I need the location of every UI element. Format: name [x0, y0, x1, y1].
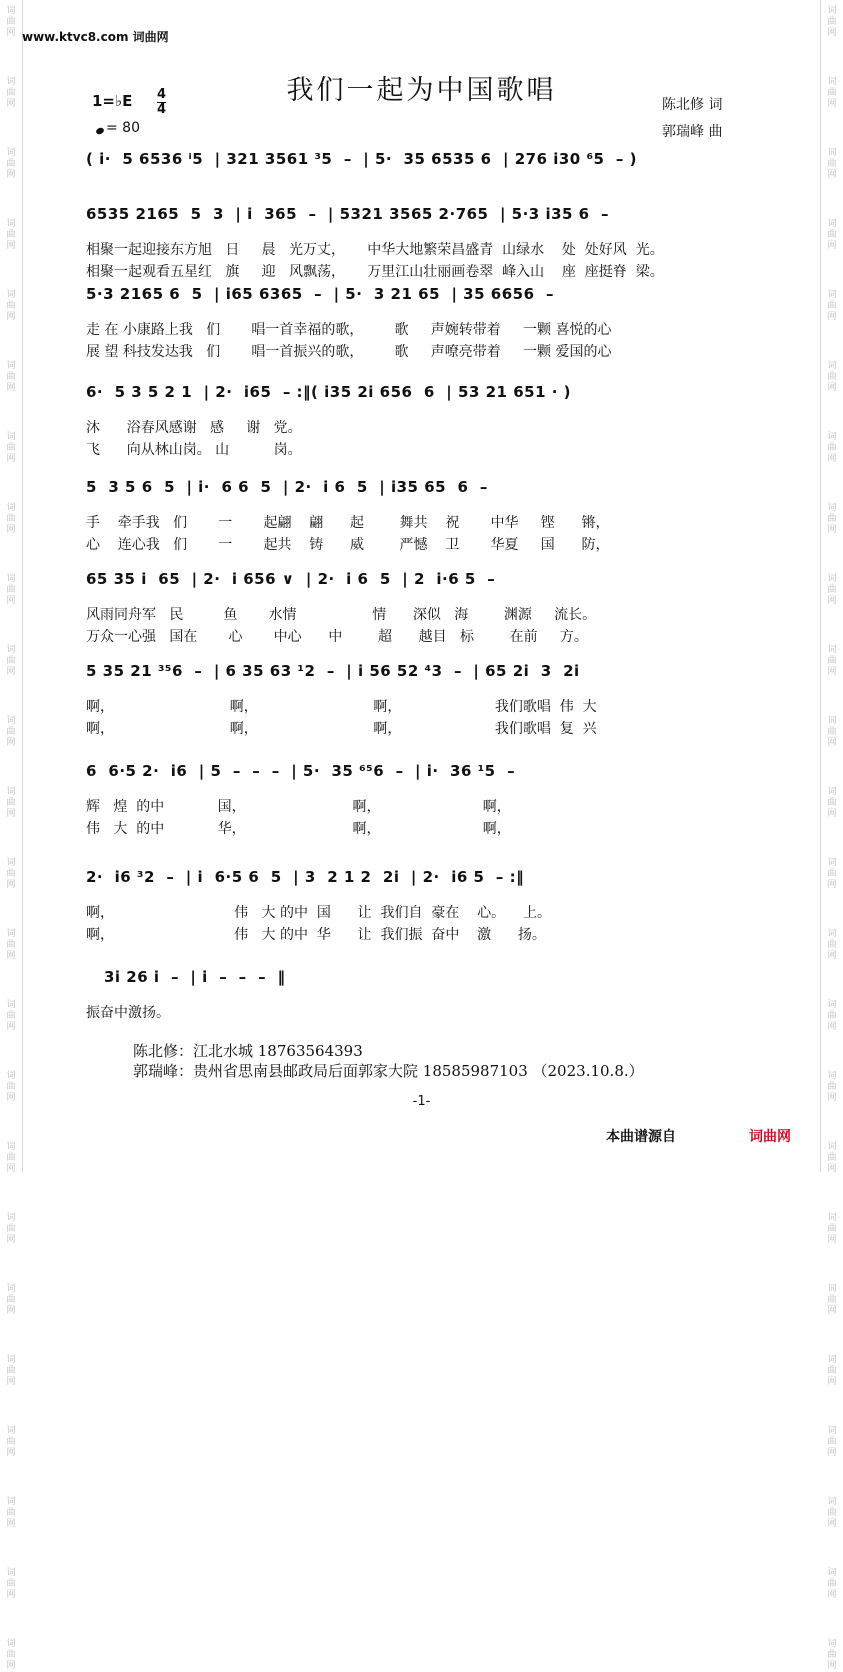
notation-line: 6· 5 3 5 2 1 | 2· i65 – :‖( i35 2i 656 6 | 53 21 651 · ) [86, 383, 572, 401]
notation-line: 5·3 2165 6 5 | i65 6365 – | 5· 3 21 65 | 35 6656 – [86, 285, 554, 303]
lyric-line-verse1: 手 牵手我 们 一 起翩 翩 起 舞共 祝 中华 铿 锵， [86, 515, 610, 531]
lyric-line-verse1: 振奋中激扬。 [86, 1005, 170, 1021]
watermark-char: 词 [827, 1639, 837, 1649]
watermark-char: 词 [827, 432, 837, 442]
lyric-line-verse1: 沐 浴春风感谢 感 谢 党。 [86, 420, 302, 436]
watermark-char: 词 [6, 1142, 16, 1152]
lyric-line-verse1: 啊， 啊， 啊， 我们歌唱 伟 大 [86, 699, 597, 715]
watermark-char: 曲 [827, 1082, 837, 1092]
watermark-char: 词 [6, 1071, 16, 1081]
watermark-group [6, 1142, 15, 1175]
watermark-char: 曲 [6, 656, 16, 666]
watermark-group [827, 1355, 836, 1388]
watermark-char: 曲 [827, 656, 837, 666]
watermark-group [827, 1639, 836, 1672]
watermark-char: 曲 [827, 1366, 837, 1376]
watermark-char: 词 [6, 574, 16, 584]
watermark-char: 曲 [827, 1650, 837, 1660]
watermark-char: 网 [827, 1306, 837, 1316]
watermark-char: 网 [6, 1164, 16, 1174]
watermark-char: 网 [827, 596, 837, 606]
watermark-char: 曲 [827, 1508, 837, 1518]
time-sig-top: 4 [157, 87, 167, 102]
watermark-char: 词 [827, 503, 837, 513]
watermark-group [6, 1568, 15, 1601]
watermark-char: 词 [6, 1639, 16, 1649]
watermark-char: 网 [6, 1377, 16, 1387]
right-watermark-strip [821, 0, 843, 1671]
song-title: 我们一起为中国歌唱 [286, 75, 557, 106]
quarter-note-icon [95, 127, 105, 136]
watermark-char: 词 [6, 77, 16, 87]
watermark-char: 曲 [6, 17, 16, 27]
watermark-char: 词 [827, 1497, 837, 1507]
watermark-group [827, 1142, 836, 1175]
watermark-char: 曲 [6, 301, 16, 311]
left-margin-line [22, 0, 23, 1172]
lyric-line-verse1: 啊， 伟 大 的中 国 让 我们自 豪在 心。 上。 [86, 905, 551, 921]
watermark-char: 曲 [6, 1295, 16, 1305]
watermark-char: 网 [827, 241, 837, 251]
watermark-char: 网 [827, 880, 837, 890]
watermark-char: 词 [827, 929, 837, 939]
notation-line: 65 35 i 65 | 2· i 656 ∨ | 2· i 6 5 | 2 i·6 5 – [86, 570, 496, 588]
watermark-char: 曲 [827, 443, 837, 453]
watermark-char: 曲 [6, 443, 16, 453]
watermark-char: 曲 [6, 1153, 16, 1163]
source-site-link[interactable]: 词曲网 [749, 1129, 791, 1145]
page-number: -1- [412, 1094, 431, 1109]
watermark-group [6, 929, 15, 962]
watermark-char: 网 [827, 1661, 837, 1671]
composer-credit: 郭瑞峰 曲 [662, 124, 723, 140]
watermark-char: 网 [6, 383, 16, 393]
watermark-group [6, 1355, 15, 1388]
watermark-char: 曲 [827, 1153, 837, 1163]
watermark-group [827, 503, 836, 536]
watermark-char: 词 [827, 1355, 837, 1365]
watermark-group [827, 1284, 836, 1317]
watermark-char: 曲 [6, 1650, 16, 1660]
watermark-group [827, 219, 836, 252]
watermark-char: 曲 [827, 17, 837, 27]
watermark-char: 词 [827, 6, 837, 16]
watermark-char: 曲 [827, 1224, 837, 1234]
watermark-char: 词 [6, 716, 16, 726]
tempo-value: = 80 [106, 120, 140, 136]
watermark-group [6, 1497, 15, 1530]
watermark-char: 词 [6, 6, 16, 16]
notation-line: 3i 26 i – | i – – – ‖ [104, 968, 286, 986]
watermark-char: 网 [827, 525, 837, 535]
lyric-line-verse2: 万众一心强 国在 心 中心 中 超 越目 标 在前 方。 [86, 629, 588, 645]
watermark-char: 网 [827, 1164, 837, 1174]
watermark-char: 曲 [827, 301, 837, 311]
lyric-line-verse2: 飞 向从林山岗。 山 岗。 [86, 442, 302, 458]
watermark-group [6, 1639, 15, 1672]
watermark-char: 词 [827, 1142, 837, 1152]
watermark-group [827, 787, 836, 820]
watermark-char: 网 [827, 312, 837, 322]
watermark-char: 词 [827, 1568, 837, 1578]
lyric-line-verse2: 相聚一起观看五星红 旗 迎 风飘荡， 万里江山壮丽画卷翠 峰入山 座 座挺脊 梁。 [86, 264, 664, 280]
watermark-char: 词 [827, 1000, 837, 1010]
watermark-char: 词 [827, 290, 837, 300]
watermark-char: 词 [6, 787, 16, 797]
watermark-char: 词 [6, 1355, 16, 1365]
watermark-char: 词 [827, 1071, 837, 1081]
watermark-char: 网 [6, 99, 16, 109]
watermark-char: 曲 [6, 1011, 16, 1021]
watermark-char: 网 [6, 809, 16, 819]
watermark-char: 曲 [827, 585, 837, 595]
watermark-char: 网 [827, 951, 837, 961]
watermark-char: 曲 [6, 1437, 16, 1447]
watermark-char: 网 [6, 241, 16, 251]
watermark-group [6, 432, 15, 465]
watermark-char: 词 [6, 503, 16, 513]
watermark-char: 网 [6, 1306, 16, 1316]
tempo-marking [96, 120, 140, 136]
watermark-char: 词 [6, 219, 16, 229]
watermark-char: 曲 [6, 1579, 16, 1589]
watermark-char: 网 [827, 738, 837, 748]
watermark-char: 曲 [6, 514, 16, 524]
watermark-char: 网 [6, 170, 16, 180]
watermark-group [6, 1426, 15, 1459]
watermark-char: 网 [6, 596, 16, 606]
watermark-char: 网 [6, 1022, 16, 1032]
lyric-line-verse1: 辉 煌 的中 国， 啊， 啊， [86, 799, 511, 815]
watermark-group [827, 148, 836, 181]
watermark-char: 曲 [6, 727, 16, 737]
watermark-char: 曲 [827, 727, 837, 737]
watermark-char: 曲 [827, 1437, 837, 1447]
watermark-group [6, 290, 15, 323]
notation-line: ( i· 5 6536 ⁱ5 | 321 3561 ³5 – | 5· 35 6535 6 | 276 i30 ⁶5 – ) [86, 150, 637, 168]
watermark-char: 曲 [6, 869, 16, 879]
watermark-char: 网 [827, 809, 837, 819]
watermark-char: 网 [827, 1235, 837, 1245]
watermark-char: 网 [827, 1022, 837, 1032]
watermark-group [6, 6, 15, 39]
watermark-group [6, 858, 15, 891]
watermark-char: 网 [827, 454, 837, 464]
watermark-char: 词 [827, 645, 837, 655]
watermark-char: 曲 [6, 798, 16, 808]
watermark-char: 网 [6, 1093, 16, 1103]
watermark-group [6, 1213, 15, 1246]
watermark-group [6, 1284, 15, 1317]
lyric-line-verse2: 啊， 伟 大 的中 华 让 我们振 奋中 激 扬。 [86, 927, 546, 943]
watermark-char: 词 [827, 148, 837, 158]
watermark-char: 网 [6, 312, 16, 322]
watermark-group [827, 1426, 836, 1459]
watermark-char: 词 [6, 929, 16, 939]
watermark-group [6, 361, 15, 394]
watermark-char: 网 [6, 1590, 16, 1600]
contact-composer: 郭瑞峰：贵州省思南县邮政局后面郭家大院 18585987103 （2023.10.8.） [133, 1062, 644, 1080]
watermark-char: 网 [6, 28, 16, 38]
watermark-char: 网 [827, 1590, 837, 1600]
watermark-char: 词 [827, 716, 837, 726]
watermark-group [827, 574, 836, 607]
watermark-group [6, 716, 15, 749]
watermark-group [6, 645, 15, 678]
watermark-group [827, 645, 836, 678]
watermark-char: 曲 [827, 159, 837, 169]
notation-line: 6535 2165 5 3 | i 365 – | 5321 3565 2·765 | 5·3 i35 6 – [86, 205, 610, 223]
watermark-char: 网 [6, 1661, 16, 1671]
watermark-char: 网 [6, 880, 16, 890]
watermark-char: 曲 [827, 230, 837, 240]
watermark-char: 曲 [827, 1295, 837, 1305]
watermark-char: 网 [6, 525, 16, 535]
watermark-group [827, 1568, 836, 1601]
watermark-char: 网 [827, 1093, 837, 1103]
notation-line: 5 35 21 ³⁵6 – | 6 35 63 ¹2 – | i 56 52 ⁴3 – | 65 2i 3 2i [86, 662, 580, 680]
watermark-char: 词 [827, 787, 837, 797]
watermark-group [6, 219, 15, 252]
watermark-char: 网 [827, 383, 837, 393]
watermark-group [827, 1497, 836, 1530]
watermark-group [827, 432, 836, 465]
watermark-char: 词 [827, 1426, 837, 1436]
notation-line: 6 6·5 2· i6 | 5 – – – | 5· 35 ⁶⁵6 – | i· 36 ¹5 – [86, 762, 516, 780]
watermark-char: 词 [827, 1284, 837, 1294]
watermark-char: 网 [827, 1519, 837, 1529]
lyric-line-verse2: 心 连心我 们 一 起共 铸 威 严憾 卫 华夏 国 防， [86, 537, 610, 553]
watermark-char: 曲 [6, 585, 16, 595]
watermark-char: 曲 [6, 159, 16, 169]
watermark-char: 曲 [6, 1224, 16, 1234]
lyric-line-verse1: 相聚一起迎接东方旭 日 晨 光万丈， 中华大地繁荣昌盛青 山绿水 处 处好风 光。 [86, 242, 664, 258]
watermark-char: 词 [6, 1426, 16, 1436]
time-signature [157, 88, 166, 117]
watermark-char: 曲 [827, 1579, 837, 1589]
watermark-char: 曲 [6, 1082, 16, 1092]
watermark-char: 词 [6, 1284, 16, 1294]
watermark-char: 网 [6, 667, 16, 677]
watermark-char: 网 [827, 667, 837, 677]
watermark-group [6, 148, 15, 181]
lyric-line-verse1: 风雨同舟军 民 鱼 水情 情 深似 海 渊源 流长。 [86, 607, 597, 623]
watermark-char: 曲 [827, 798, 837, 808]
watermark-char: 网 [827, 28, 837, 38]
watermark-char: 词 [6, 858, 16, 868]
watermark-char: 词 [6, 1213, 16, 1223]
watermark-char: 曲 [827, 372, 837, 382]
watermark-group [827, 6, 836, 39]
watermark-char: 曲 [6, 1508, 16, 1518]
lyric-line-verse2: 伟 大 的中 华， 啊， 啊， [86, 821, 511, 837]
watermark-char: 网 [827, 1377, 837, 1387]
lyricist-credit: 陈北修 词 [662, 97, 723, 113]
watermark-group [6, 787, 15, 820]
notation-line: 2· i6 ³2 – | i 6·5 6 5 | 3 2 1 2 2i | 2· i6 5 – :‖ [86, 868, 525, 886]
watermark-char: 词 [6, 290, 16, 300]
watermark-group [6, 1000, 15, 1033]
watermark-char: 网 [827, 170, 837, 180]
watermark-char: 词 [827, 1213, 837, 1223]
watermark-group [827, 858, 836, 891]
watermark-char: 词 [827, 77, 837, 87]
watermark-char: 曲 [6, 1366, 16, 1376]
watermark-char: 词 [6, 645, 16, 655]
watermark-group [827, 1213, 836, 1246]
watermark-char: 曲 [827, 514, 837, 524]
watermark-char: 词 [827, 574, 837, 584]
watermark-char: 词 [827, 858, 837, 868]
watermark-char: 曲 [6, 372, 16, 382]
watermark-char: 曲 [6, 940, 16, 950]
watermark-char: 曲 [827, 1011, 837, 1021]
contact-lyricist: 陈北修：江北水城 18763564393 [133, 1042, 363, 1060]
watermark-group [827, 1000, 836, 1033]
watermark-group [827, 929, 836, 962]
watermark-char: 网 [827, 99, 837, 109]
watermark-group [827, 716, 836, 749]
watermark-char: 曲 [827, 940, 837, 950]
watermark-char: 曲 [6, 88, 16, 98]
watermark-group [6, 503, 15, 536]
watermark-char: 词 [6, 1000, 16, 1010]
watermark-char: 词 [6, 1497, 16, 1507]
watermark-char: 曲 [827, 88, 837, 98]
watermark-group [827, 290, 836, 323]
site-url[interactable]: www.ktvc8.com 词曲网 [22, 30, 169, 44]
watermark-char: 曲 [827, 869, 837, 879]
watermark-char: 网 [6, 951, 16, 961]
watermark-char: 词 [827, 219, 837, 229]
watermark-group [6, 574, 15, 607]
watermark-char: 网 [6, 1519, 16, 1529]
lyric-line-verse2: 啊， 啊， 啊， 我们歌唱 复 兴 [86, 721, 597, 737]
watermark-char: 网 [827, 1448, 837, 1458]
watermark-char: 网 [6, 1448, 16, 1458]
watermark-char: 词 [6, 148, 16, 158]
watermark-char: 网 [6, 738, 16, 748]
lyric-line-verse1: 走 在 小康路上我 们 唱一首幸福的歌， 歌 声婉转带着 一颗 喜悦的心 [86, 322, 612, 338]
source-label: 本曲谱源自 [606, 1129, 676, 1145]
time-sig-bottom: 4 [157, 102, 167, 117]
watermark-char: 网 [6, 454, 16, 464]
left-watermark-strip [0, 0, 22, 1671]
watermark-char: 词 [827, 361, 837, 371]
watermark-group [827, 361, 836, 394]
key-signature: 1=♭E [92, 92, 133, 110]
notation-line: 5 3 5 6 5 | i· 6 6 5 | 2· i 6 5 | i35 65 6 – [86, 478, 488, 496]
watermark-char: 词 [6, 432, 16, 442]
watermark-char: 网 [6, 1235, 16, 1245]
watermark-char: 曲 [6, 230, 16, 240]
watermark-char: 词 [6, 361, 16, 371]
lyric-line-verse2: 展 望 科技发达我 们 唱一首振兴的歌， 歌 声嘹亮带着 一颗 爱国的心 [86, 344, 612, 360]
watermark-char: 词 [6, 1568, 16, 1578]
